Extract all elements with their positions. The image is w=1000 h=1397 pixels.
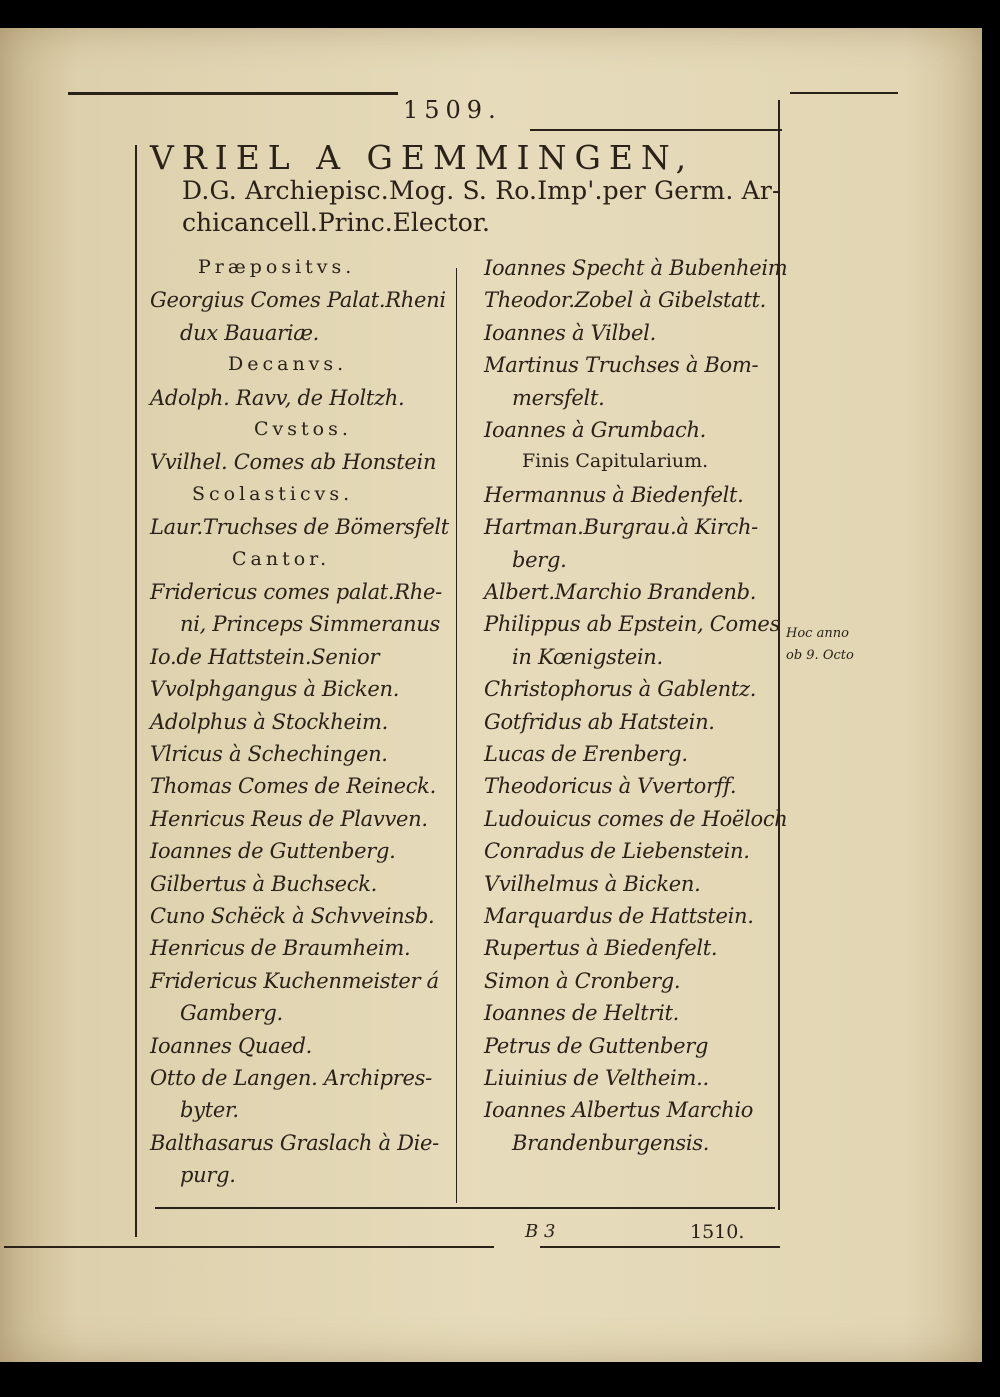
- list-item: Ioannes Quaed.: [150, 1033, 312, 1058]
- list-item: Theodor.Zobel à Gibelstatt.: [484, 288, 767, 313]
- list-item: Gamberg.: [180, 1001, 283, 1026]
- list-item: Simon à Cronberg.: [484, 968, 681, 993]
- list-item: Fridericus Kuchenmeister á: [150, 968, 439, 993]
- list-item: Ioannes Albertus Marchio: [484, 1098, 754, 1123]
- list-item: Vvolphgangus à Bicken.: [150, 677, 400, 702]
- title-line-3: chicancell.Princ.Elector.: [182, 208, 490, 237]
- list-item: Fridericus comes palat.Rhe-: [150, 580, 442, 604]
- list-item: purg.: [180, 1163, 236, 1188]
- top-rule-right: [530, 129, 782, 131]
- list-item: Ioannes de Heltrit.: [484, 1001, 679, 1026]
- list-item: Ioannes à Vilbel.: [484, 320, 656, 345]
- section-heading: Præpositvs.: [198, 256, 356, 278]
- list-item: mersfelt.: [512, 385, 605, 410]
- list-item: Hartman.Burgrau.à Kirch-: [484, 515, 758, 540]
- section-note: Finis Capitularium.: [522, 450, 709, 473]
- list-item: Gilbertus à Buchseck.: [150, 871, 378, 896]
- list-item: Conradus de Liebenstein.: [484, 839, 750, 864]
- list-item: Theodoricus à Vvertorff.: [484, 774, 737, 799]
- bottom-rule: [155, 1207, 775, 1209]
- column-divider: [456, 268, 457, 1203]
- page-bottom-rule-right: [540, 1246, 780, 1248]
- list-item: Henricus Reus de Plavven.: [150, 806, 428, 831]
- catchword: 1510.: [690, 1221, 745, 1243]
- list-item: Albert.Marchio Brandenb.: [484, 580, 757, 604]
- top-rule: [68, 92, 398, 95]
- list-item: Philippus ab Epstein, Comes: [484, 612, 781, 637]
- list-item: Georgius Comes Palat.Rheni: [150, 288, 446, 313]
- list-item: Gotfridus ab Hatstein.: [484, 709, 715, 734]
- list-item: Petrus de Guttenberg: [484, 1033, 709, 1058]
- list-item: Rupertus à Biedenfelt.: [484, 936, 718, 961]
- list-item: Lucas de Erenberg.: [484, 742, 688, 766]
- title-line-1: VRIEL A GEMMINGEN,: [150, 138, 695, 177]
- left-margin-rule: [135, 145, 137, 1237]
- section-heading: Decanvs.: [228, 353, 348, 376]
- list-item: ni, Princeps Simmeranus: [180, 612, 440, 637]
- list-item: Vvilhelmus à Bicken.: [484, 871, 701, 896]
- list-item: Marquardus de Hattstein.: [484, 904, 754, 928]
- list-item: Otto de Langen. Archipres-: [150, 1066, 432, 1090]
- list-item: Vvilhel. Comes ab Honstein: [150, 450, 437, 475]
- list-item: Brandenburgensis.: [512, 1130, 710, 1155]
- list-item: Laur.Truchses de Bömersfelt: [150, 515, 449, 540]
- section-heading: Cvstos.: [254, 418, 352, 440]
- page-number: 1509.: [403, 96, 502, 124]
- list-item: Vlricus à Schechingen.: [150, 742, 388, 766]
- sidenote-line-2: ob 9. Octo: [786, 648, 854, 663]
- signature-mark: B 3: [525, 1221, 556, 1242]
- list-item: berg.: [512, 547, 567, 572]
- list-item: byter.: [180, 1098, 239, 1123]
- list-item: Balthasarus Graslach à Die-: [150, 1130, 439, 1155]
- top-rule-far-right: [790, 92, 898, 94]
- list-item: Adolph. Ravv, de Holtzh.: [150, 385, 405, 410]
- page-bottom-rule: [4, 1246, 494, 1248]
- list-item: dux Bauariæ.: [180, 320, 320, 345]
- list-item: in Kœnigstein.: [512, 644, 663, 669]
- list-item: Cuno Schëck à Schvveinsb.: [150, 904, 435, 928]
- list-item: Adolphus à Stockheim.: [150, 709, 389, 734]
- list-item: Thomas Comes de Reineck.: [150, 774, 436, 799]
- list-item: Henricus de Braumheim.: [150, 936, 411, 961]
- list-item: Liuinius de Veltheim..: [484, 1066, 709, 1090]
- title-line-2: D.G. Archiepisc.Mog. S. Ro.Imp'.per Germ. Ar-: [182, 176, 781, 205]
- section-heading: Scolasticvs.: [192, 482, 354, 505]
- list-item: Ioannes à Grumbach.: [484, 418, 707, 442]
- list-item: Ludouicus comes de Hoëloch: [484, 806, 788, 831]
- sidenote-line-1: Hoc anno: [786, 626, 849, 641]
- list-item: Hermannus à Biedenfelt.: [484, 482, 744, 507]
- list-item: Io.de Hattstein.Senior: [150, 644, 380, 669]
- list-item: Christophorus à Gablentz.: [484, 677, 757, 702]
- list-item: Ioannes de Guttenberg.: [150, 839, 396, 864]
- list-item: Ioannes Specht à Bubenheim: [484, 256, 788, 280]
- list-item: Martinus Truchses à Bom-: [484, 353, 759, 378]
- section-heading: Cantor.: [232, 547, 331, 570]
